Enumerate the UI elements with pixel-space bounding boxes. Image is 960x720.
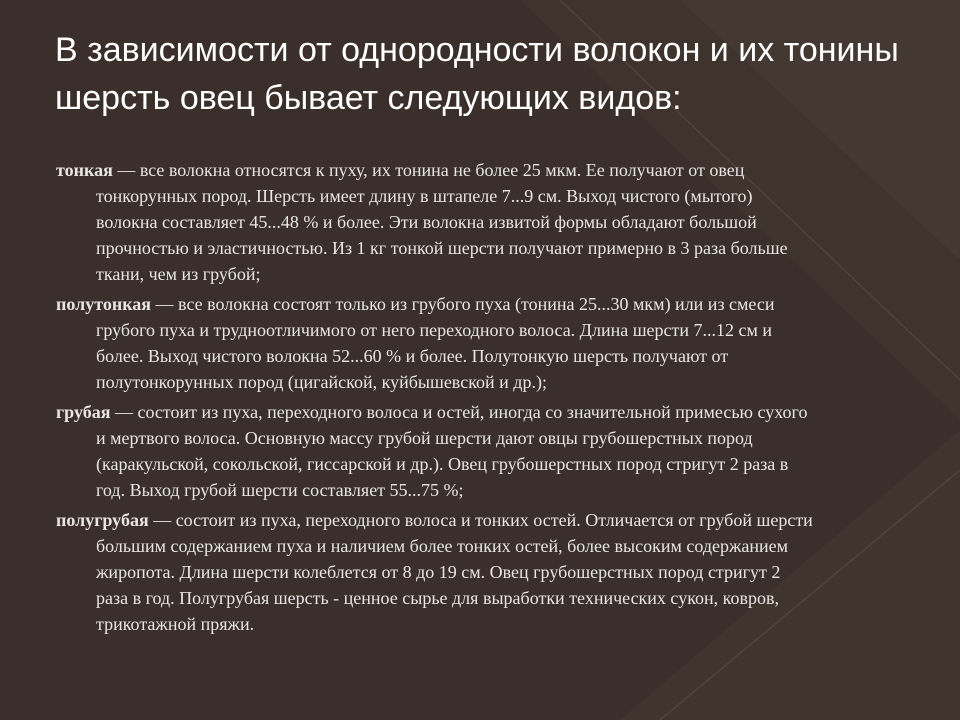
- list-item: [56, 507, 816, 637]
- term-label: полугрубая: [56, 510, 149, 530]
- slide-title: В зависимости от однородности волокон и их тонины шерсть овец бывает следующих видов:: [55, 31, 899, 117]
- term-description: — все волокна состоят только из грубого пуха (тонина 25...30 мкм) или из смеси грубого пуха и трудноотличимого от него переходного волоса. Длина шерсти 7...12 см и более. Выход чистого волокна 52...60 % и более. Полутонкую шерсть получают от полутонкорунных пород (цигайской, куйбышевской и др.);: [96, 294, 775, 392]
- list-item: [56, 399, 816, 503]
- term-label: грубая: [56, 402, 111, 422]
- term-label: полутонкая: [56, 294, 152, 314]
- list-item: [56, 291, 816, 395]
- term-description: — состоит из пуха, переходного волоса и остей, иногда со значительной примесью сухого и мертвого волоса. Основную массу грубой шерсти дают овцы грубошерстных пород (каракульской, сокольской, гиссарской и др.). Овец грубошерстных пород стригут 2 раза в год. Выход грубой шерсти составляет 55...75 %;: [96, 402, 808, 500]
- definition-list: [56, 157, 816, 641]
- term-label: тонкая: [56, 160, 113, 180]
- term-description: — все волокна относятся к пуху, их тонина не более 25 мкм. Ее получают от овец тонкорунных пород. Шерсть имеет длину в штапеле 7...9 см. Выход чистого (мытого) волокна составляет 45...48 % и более. Эти волокна извитой формы обладают большой прочностью и эластичностью. Из 1 кг тонкой шерсти получают примерно в 3 раза больше ткани, чем из грубой;: [96, 160, 788, 284]
- term-description: — состоит из пуха, переходного волоса и тонких остей. Отличается от грубой шерсти большим содержанием пуха и наличием более тонких остей, более высоким содержанием жиропота. Длина шерсти колеблется от 8 до 19 см. Овец грубошерстных пород стригут 2 раза в год. Полугрубая шерсть - ценное сырье для выработки технических сукон, ковров, трикотажной пряжи.: [96, 510, 813, 634]
- list-item: [56, 157, 816, 287]
